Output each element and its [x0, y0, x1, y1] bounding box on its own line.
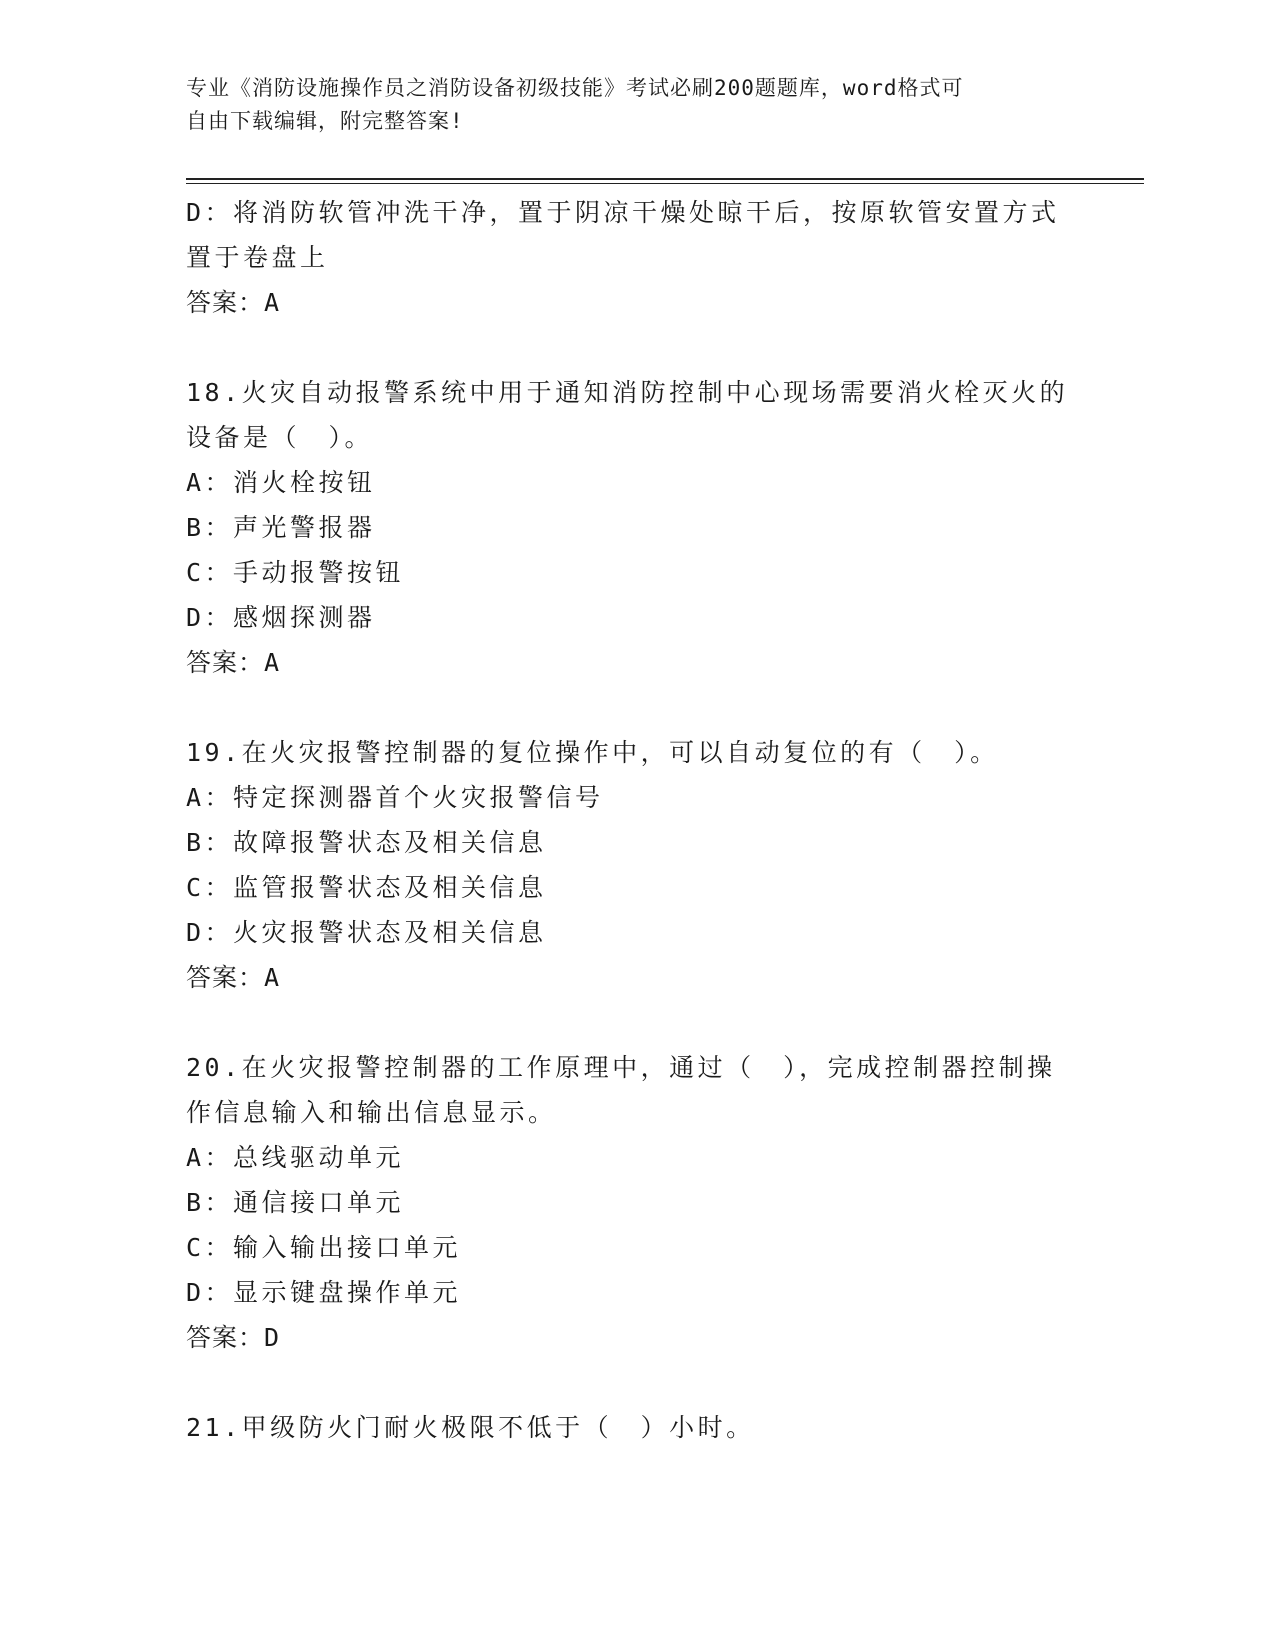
option-b: B：故障报警状态及相关信息: [186, 828, 547, 857]
question-stem-continued: 设备是（ ）。: [186, 423, 374, 452]
option-a: A：特定探测器首个火灾报警信号: [186, 783, 604, 812]
question-stem: 19.在火灾报警控制器的复位操作中，可以自动复位的有（ ）。: [186, 738, 999, 767]
answer-line: 答案：A: [186, 963, 281, 992]
option-d: D：感烟探测器: [186, 603, 376, 632]
option-c: C：手动报警按钮: [186, 558, 405, 587]
question-stem-continued: 作信息输入和输出信息显示。: [186, 1098, 557, 1127]
option-d-continued: 置于卷盘上: [186, 243, 329, 272]
spacer: [186, 1000, 1086, 1045]
previous-question-tail: [186, 190, 1086, 325]
question-20: [186, 1045, 1086, 1360]
header-divider-thin: [186, 183, 1144, 184]
option-d: D：火灾报警状态及相关信息: [186, 918, 547, 947]
document-header: [186, 72, 1086, 138]
answer-line: 答案：D: [186, 1323, 281, 1352]
question-21: [186, 1405, 1086, 1450]
option-d: D：将消防软管冲洗干净，置于阴凉干燥处晾干后，按原软管安置方式: [186, 198, 1060, 227]
answer-line: 答案：A: [186, 288, 281, 317]
option-a: A：总线驱动单元: [186, 1143, 405, 1172]
question-stem: 18.火灾自动报警系统中用于通知消防控制中心现场需要消火栓灭火的: [186, 378, 1069, 407]
option-a: A：消火栓按钮: [186, 468, 376, 497]
header-line-1: 专业《消防设施操作员之消防设备初级技能》考试必刷200题题库，word格式可: [186, 76, 964, 100]
answer-line: 答案：A: [186, 648, 281, 677]
question-stem: 20.在火灾报警控制器的工作原理中，通过（ ），完成控制器控制操: [186, 1053, 1056, 1082]
question-18: [186, 370, 1086, 685]
spacer: [186, 325, 1086, 370]
spacer: [186, 1360, 1086, 1405]
option-b: B：通信接口单元: [186, 1188, 405, 1217]
option-d: D：显示键盘操作单元: [186, 1278, 462, 1307]
option-b: B：声光警报器: [186, 513, 376, 542]
question-stem: 21.甲级防火门耐火极限不低于（ ）小时。: [186, 1413, 755, 1442]
question-19: [186, 730, 1086, 1000]
header-divider-thick: [186, 178, 1144, 180]
question-list: [186, 190, 1086, 1450]
header-line-2: 自由下载编辑，附完整答案!: [186, 109, 464, 133]
option-c: C：输入输出接口单元: [186, 1233, 462, 1262]
option-c: C：监管报警状态及相关信息: [186, 873, 547, 902]
spacer: [186, 685, 1086, 730]
